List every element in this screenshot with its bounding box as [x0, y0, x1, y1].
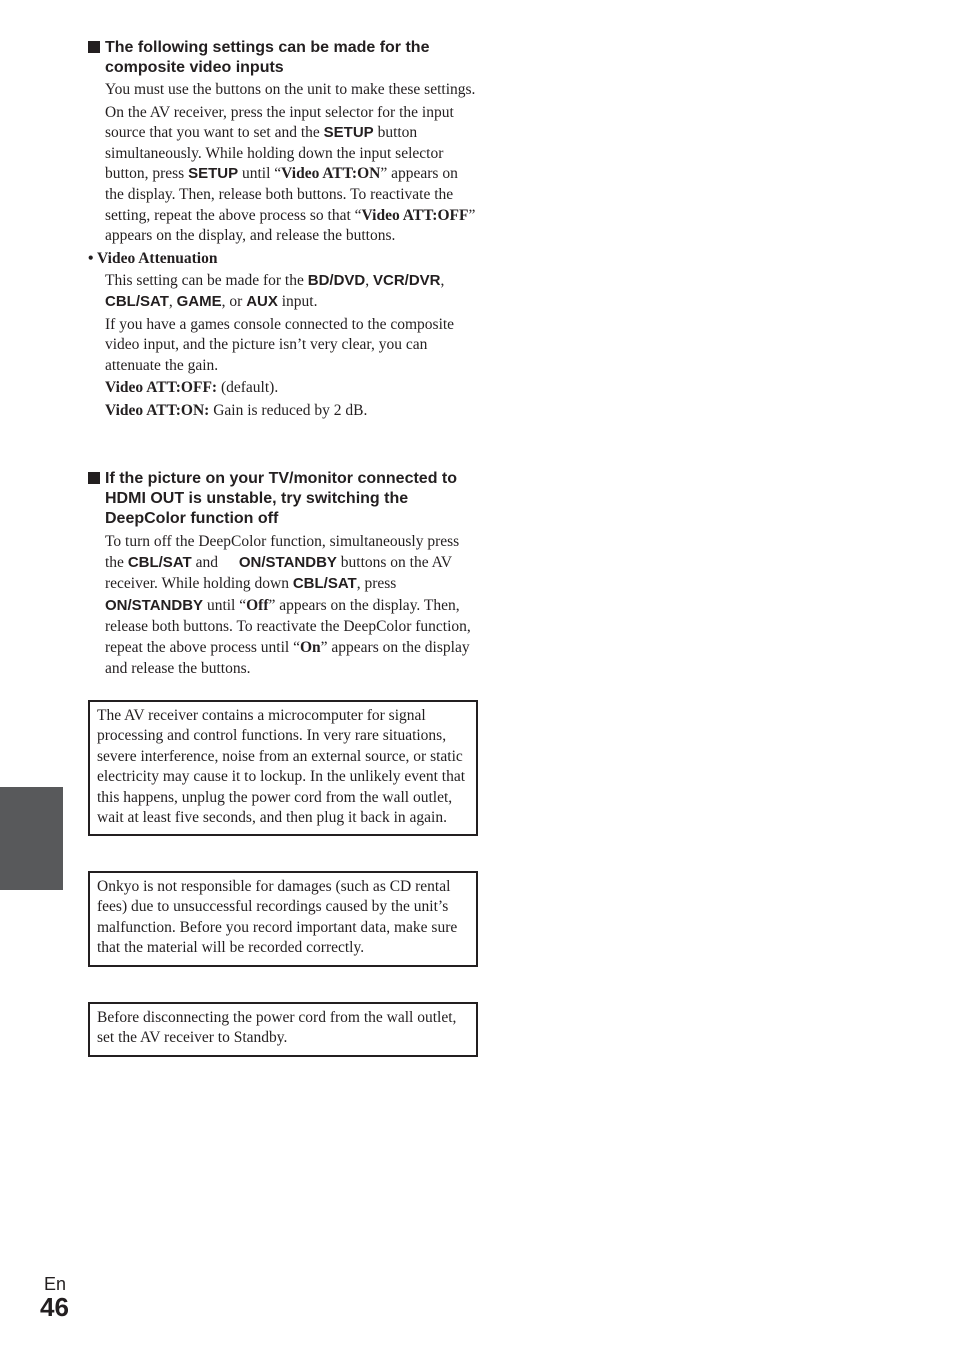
key-setup: SETUP [323, 124, 374, 142]
key-setup: SETUP [188, 165, 239, 183]
bullet-heading: • Video Attenuation [88, 249, 218, 267]
paragraph: If you have a games console connected to the composite video input, and the picture isn’t very clear, you can attenuate the gain. [105, 315, 455, 374]
notice-box-liability: Onkyo is not responsible for damages (such as CD rental fees) due to unsuccessful recordings caused by the unit’s malfunction. Before you record important data, make sure that the material will be recorded correctly. [88, 871, 478, 967]
notice-box-standby: Before disconnecting the power cord from the wall outlet, set the AV receiver to Standby. [88, 1002, 478, 1057]
paragraph: To turn off the DeepColor function, simultaneously press the CBL/SAT and ON/STANDBY buttons on the AV receiver. While holding down CBL/SAT, press ON/STANDBY until “Off” appears on the display. Then, release both buttons. To reactivate the DeepColor function, repeat the above process until “On” appears on the display and release the buttons. [105, 533, 471, 678]
square-bullet-icon [88, 472, 100, 484]
page-number: 46 [40, 1292, 69, 1322]
section-heading: If the picture on your TV/monitor connected to HDMI OUT is unstable, try switching the DeepColor function off [88, 469, 478, 529]
paragraph: On the AV receiver, press the input selector for the input source that you want to set and the SETUP button simultaneously. While holding down the input selector button, press SETUP until “Video ATT:ON” appears on the display. Then, release both buttons. To reactivate the setting, repeat the above process so that “Video ATT:OFF” appears on the display, and release the buttons. [105, 103, 476, 245]
option-off: Video ATT:OFF: (default). [105, 379, 279, 397]
paragraph: This setting can be made for the BD/DVD, VCR/DVR, CBL/SAT, GAME, or AUX input. [105, 272, 445, 310]
bullet-dot: • [88, 249, 94, 267]
language-label: En [44, 1274, 67, 1294]
section-heading: The following settings can be made for the composite video inputs [88, 38, 478, 78]
paragraph: You must use the buttons on the unit to make these settings. [105, 81, 476, 98]
square-bullet-icon [88, 41, 100, 53]
section-tab-marker [0, 787, 63, 890]
section-deepcolor [88, 469, 478, 679]
option-on: Video ATT:ON: Gain is reduced by 2 dB. [105, 401, 368, 419]
section-composite-video [88, 38, 478, 422]
notice-box-microcomputer: The AV receiver contains a microcomputer for signal processing and control functions. In very rare situations, severe interference, noise from an external source, or static electricity may cause it to lockup. In the unlikely event that this happens, unplug the power cord from the wall outlet, wait at least five seconds, and then plug it back in again. [88, 700, 478, 836]
